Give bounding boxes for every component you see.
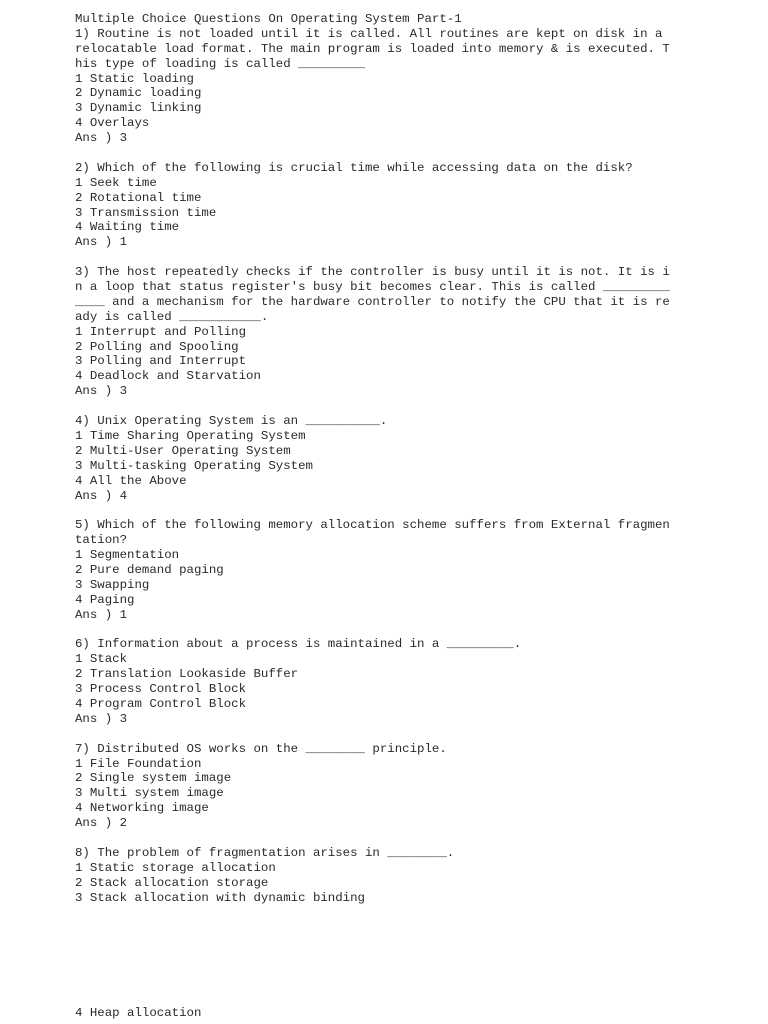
- question-text: his type of loading is called _________: [75, 56, 365, 71]
- answer: Ans ) 1: [75, 607, 128, 622]
- question-text: relocatable load format. The main program is loaded into memory & is executed. T: [75, 41, 670, 56]
- document-body: [75, 12, 675, 905]
- option: 3 Multi system image: [75, 786, 224, 801]
- option: 1 Segmentation: [75, 548, 180, 563]
- option: 3 Process Control Block: [75, 682, 247, 697]
- page-title: Multiple Choice Questions On Operating System Part-1: [75, 12, 462, 26]
- option: 4 Networking image: [75, 801, 209, 816]
- question-block: [75, 742, 675, 831]
- question-text: ady is called ___________.: [75, 309, 269, 324]
- option: 1 Interrupt and Polling: [75, 324, 247, 339]
- option: 1 Time Sharing Operating System: [75, 428, 306, 443]
- option: 2 Polling and Spooling: [75, 339, 239, 354]
- option: 4 All the Above: [75, 473, 187, 488]
- question-text: 4) Unix Operating System is an __________.: [75, 414, 388, 429]
- question-block: [75, 846, 675, 906]
- answer: Ans ) 3: [75, 711, 128, 726]
- option: 2 Dynamic loading: [75, 86, 202, 101]
- option: 1 Static storage allocation: [75, 860, 276, 875]
- option: 2 Single system image: [75, 771, 232, 786]
- option: 2 Stack allocation storage: [75, 875, 269, 890]
- question-block: [75, 518, 675, 622]
- question-text: 8) The problem of fragmentation arises in ________.: [75, 845, 455, 860]
- question-text: tation?: [75, 533, 128, 548]
- option: 2 Pure demand paging: [75, 562, 224, 577]
- option: 3 Swapping: [75, 577, 150, 592]
- question-text: 1) Routine is not loaded until it is called. All routines are kept on disk in a: [75, 26, 663, 41]
- option: 3 Polling and Interrupt: [75, 354, 247, 369]
- question-text: 6) Information about a process is maintained in a _________.: [75, 637, 522, 652]
- option: 3 Stack allocation with dynamic binding: [75, 890, 365, 905]
- option: 3 Dynamic linking: [75, 101, 202, 116]
- question-text: ____ and a mechanism for the hardware controller to notify the CPU that it is re: [75, 294, 670, 309]
- option: 1 Static loading: [75, 71, 194, 86]
- question-block: [75, 27, 675, 146]
- answer: Ans ) 3: [75, 384, 128, 399]
- option: 2 Rotational time: [75, 190, 202, 205]
- question-block: [75, 637, 675, 726]
- answer: Ans ) 4: [75, 488, 128, 503]
- option: 4 Paging: [75, 592, 135, 607]
- answer: Ans ) 1: [75, 235, 128, 250]
- option: 2 Translation Lookaside Buffer: [75, 667, 299, 682]
- option: 4 Program Control Block: [75, 696, 247, 711]
- question-text: 2) Which of the following is crucial time while accessing data on the disk?: [75, 160, 633, 175]
- option: 4 Waiting time: [75, 220, 180, 235]
- option: 4 Heap allocation: [75, 1006, 202, 1020]
- option: 1 File Foundation: [75, 756, 202, 771]
- option: 4 Overlays: [75, 116, 150, 131]
- answer: Ans ) 3: [75, 131, 128, 146]
- question-text: n a loop that status register's busy bit becomes clear. This is called _________: [75, 280, 670, 295]
- question-block: [75, 265, 675, 399]
- answer: Ans ) 2: [75, 816, 128, 831]
- question-text: 5) Which of the following memory allocation scheme suffers from External fragmen: [75, 518, 670, 533]
- option: 3 Multi-tasking Operating System: [75, 458, 313, 473]
- option: 1 Stack: [75, 652, 128, 667]
- question-block: [75, 414, 675, 503]
- option: 4 Deadlock and Starvation: [75, 369, 261, 384]
- question-text: 7) Distributed OS works on the ________ principle.: [75, 741, 447, 756]
- question-block: [75, 161, 675, 250]
- question-text: 3) The host repeatedly checks if the controller is busy until it is not. It is i: [75, 265, 670, 280]
- option: 3 Transmission time: [75, 205, 217, 220]
- option: 2 Multi-User Operating System: [75, 443, 291, 458]
- option: 1 Seek time: [75, 175, 157, 190]
